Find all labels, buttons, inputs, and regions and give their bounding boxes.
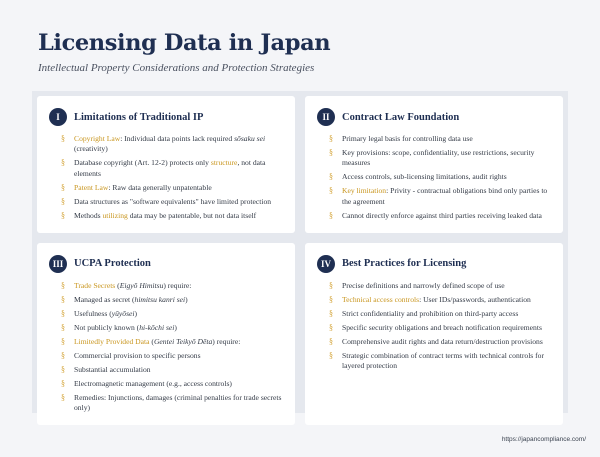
section-bullet-icon: § [61, 134, 65, 143]
item-text [74, 183, 212, 193]
roman-numeral-badge: II [317, 108, 335, 126]
section-bullet-icon: § [329, 210, 333, 220]
item-text [74, 134, 285, 155]
section-bullet-icon: § [329, 308, 333, 318]
highlighted-term: Copyright Law [74, 134, 121, 143]
section-bullet-icon: § [329, 134, 333, 143]
list-item [317, 172, 553, 182]
card-contract-law-foundation [305, 96, 563, 233]
list-item [49, 379, 285, 389]
item-text [74, 365, 151, 375]
item-text [74, 323, 177, 333]
card-header [317, 108, 553, 126]
card-item-list [317, 134, 553, 221]
section-bullet-icon: § [61, 182, 65, 192]
text-segment: : Raw data generally unpatentable [108, 182, 212, 192]
item-text [342, 148, 553, 169]
item-text [74, 351, 201, 361]
text-segment: Usefulness ( [74, 308, 112, 318]
japanese-term: Gentei Teikyō Dēta [153, 336, 213, 346]
section-bullet-icon: § [61, 280, 65, 290]
highlighted-term: Limitedly Provided Data [74, 336, 150, 346]
list-item [317, 134, 553, 144]
card-header [317, 255, 553, 273]
section-bullet-icon: § [329, 336, 333, 346]
text-segment: ) [174, 322, 177, 332]
list-item [49, 365, 285, 375]
list-item [317, 351, 553, 372]
section-bullet-icon: § [61, 196, 65, 206]
section-bullet-icon: § [329, 280, 333, 290]
item-text [74, 337, 240, 347]
section-bullet-icon: § [329, 148, 333, 157]
item-text [74, 211, 256, 221]
item-text [74, 158, 285, 179]
list-item [49, 323, 285, 333]
text-segment: Commercial provision to specific persons [74, 350, 201, 360]
item-text [342, 211, 542, 221]
card-title: Limitations of Traditional IP [74, 111, 204, 123]
list-item [49, 309, 285, 319]
card-ucpa-protection [37, 243, 295, 425]
list-item [49, 183, 285, 193]
text-segment: Managed as secret ( [74, 294, 135, 304]
list-item [49, 281, 285, 291]
text-segment: Specific security obligations and breach notification requirements [342, 322, 542, 332]
section-bullet-icon: § [329, 172, 333, 182]
text-segment: ( [115, 280, 120, 290]
card-title: Contract Law Foundation [342, 111, 460, 123]
highlighted-term: Technical access controls [342, 294, 420, 304]
list-item [317, 295, 553, 305]
card-best-practices-licensing [305, 243, 563, 425]
text-segment: Methods [74, 210, 103, 220]
text-segment: : Individual data points lack required [120, 134, 235, 143]
section-bullet-icon: § [61, 294, 65, 304]
list-item [317, 323, 553, 333]
text-segment: Not publicly known ( [74, 322, 140, 332]
card-header [49, 255, 285, 273]
section-bullet-icon: § [61, 322, 65, 332]
footer-url: https://japancompliance.com/ [501, 436, 586, 443]
item-text [342, 351, 553, 372]
text-segment: (creativity) [74, 144, 108, 154]
section-bullet-icon: § [329, 294, 333, 304]
item-text [74, 393, 285, 414]
highlighted-term: Patent Law [74, 182, 109, 192]
item-text [342, 337, 543, 347]
text-segment: ) require: [212, 336, 241, 346]
list-item [317, 148, 553, 169]
highlighted-term: Key limitation [342, 186, 387, 196]
item-text [74, 309, 137, 319]
text-segment: ) [134, 308, 138, 318]
roman-numeral-badge: I [49, 108, 67, 126]
list-item [317, 186, 553, 207]
text-segment: ) require: [163, 280, 192, 290]
item-text [342, 309, 518, 319]
item-text [342, 323, 542, 333]
item-text [342, 172, 507, 182]
section-bullet-icon: § [61, 336, 65, 346]
text-segment: Precise definitions and narrowly defined scope of use [342, 280, 505, 290]
section-bullet-icon: § [61, 158, 65, 168]
text-segment: data may be patentable, but not data itself [127, 210, 257, 220]
page-subtitle: Intellectual Property Considerations and Protection Strategies [38, 62, 315, 74]
text-segment: , not data elements [74, 158, 266, 178]
section-bullet-icon: § [329, 186, 333, 196]
highlighted-term: utilizing [102, 210, 128, 220]
list-item [317, 211, 553, 221]
list-item [49, 351, 285, 361]
text-segment: Database copyright (Art. 12-2) protects only [74, 158, 211, 168]
japanese-term: himitsu kanri sei [134, 294, 186, 304]
cards-grid [32, 91, 568, 413]
section-bullet-icon: § [329, 350, 333, 360]
section-bullet-icon: § [61, 364, 65, 374]
text-segment: ) [185, 294, 188, 304]
page-title: Licensing Data in Japan [38, 30, 331, 56]
card-item-list [317, 281, 553, 372]
japanese-term: hi-kōchi sei [139, 322, 175, 332]
text-segment: ( [149, 336, 154, 346]
japanese-term: sōsaku sei [234, 134, 266, 143]
card-limitations-traditional-ip [37, 96, 295, 233]
item-text [74, 295, 188, 305]
roman-numeral-badge: IV [317, 255, 335, 273]
text-segment: Strict confidentiality and prohibition on third-party access [342, 308, 519, 318]
section-bullet-icon: § [61, 350, 65, 360]
text-segment: Substantial accumulation [74, 364, 151, 374]
card-header [49, 108, 285, 126]
highlighted-term: structure [210, 158, 238, 168]
list-item [317, 309, 553, 319]
text-segment: : Privity - contractual obligations bind only parties to the agreement [342, 186, 548, 206]
list-item [49, 158, 285, 179]
item-text [342, 281, 505, 291]
section-bullet-icon: § [61, 392, 65, 402]
text-segment: Comprehensive audit rights and data return/destruction provisions [342, 336, 543, 346]
card-item-list [49, 281, 285, 414]
japanese-term: yūyōsei [111, 308, 135, 318]
card-item-list [49, 134, 285, 221]
text-segment: Primary legal basis for controlling data use [342, 134, 473, 143]
highlighted-term: Trade Secrets [74, 280, 116, 290]
text-segment: Strategic combination of contract terms with technical controls for layered protection [342, 350, 545, 371]
card-title: UCPA Protection [74, 258, 151, 270]
list-item [49, 211, 285, 221]
list-item [317, 281, 553, 291]
item-text [74, 281, 191, 291]
text-segment: Cannot directly enforce against third parties receiving leaked data [342, 210, 542, 220]
card-title: Best Practices for Licensing [342, 258, 467, 270]
section-bullet-icon: § [61, 378, 65, 388]
text-segment: Key provisions: scope, confidentiality, use restrictions, security measures [342, 148, 535, 168]
section-bullet-icon: § [61, 308, 65, 318]
item-text [342, 295, 531, 305]
item-text [74, 197, 271, 207]
roman-numeral-badge: III [49, 255, 67, 273]
item-text [74, 379, 232, 389]
list-item [317, 337, 553, 347]
item-text [342, 134, 473, 144]
section-bullet-icon: § [61, 210, 65, 220]
list-item [49, 337, 285, 347]
japanese-term: Eigyō Himitsu [119, 280, 164, 290]
text-segment: Access controls, sub-licensing limitations, audit rights [342, 172, 507, 182]
text-segment: Electromagnetic management (e.g., access controls) [74, 378, 232, 388]
list-item [49, 295, 285, 305]
text-segment: : User IDs/passwords, authentication [419, 294, 531, 304]
text-segment: Data structures as "software equivalents" have limited protection [74, 196, 272, 206]
section-bullet-icon: § [329, 322, 333, 332]
list-item [49, 197, 285, 207]
item-text [342, 186, 553, 207]
text-segment: Remedies: Injunctions, damages (criminal penalties for trade secrets only) [74, 392, 282, 413]
list-item [49, 134, 285, 155]
list-item [49, 393, 285, 414]
